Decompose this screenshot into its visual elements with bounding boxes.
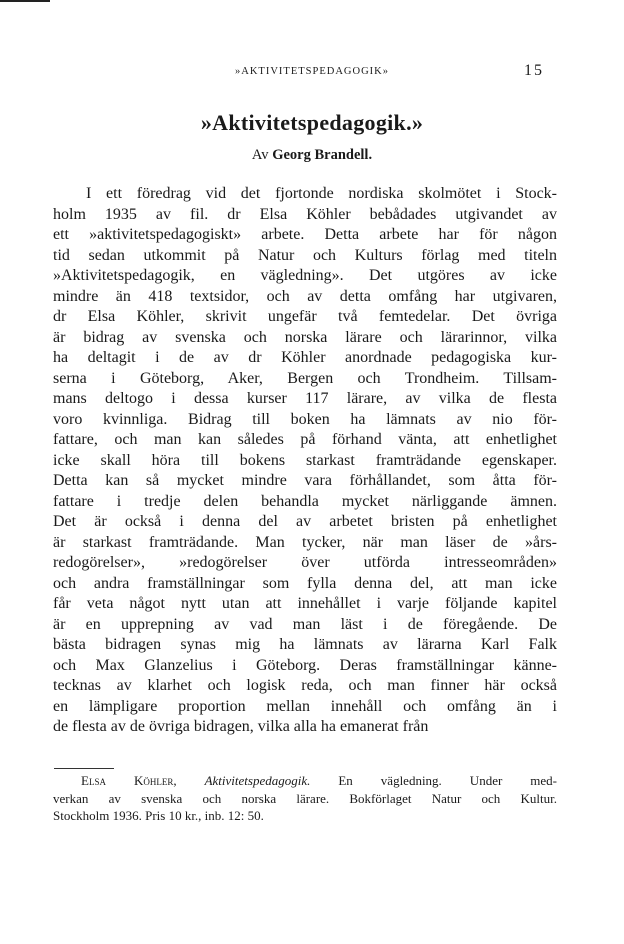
body-line: dr Elsa Köhler, skrivit ungefär två femtedelar. Det övriga [53,308,557,325]
footnote [53,772,557,825]
footnote-line: Stockholm 1936. Pris 10 kr., inb. 12: 50. [53,808,264,823]
body-line: fattare, och man kan således på förhand vänta, att enhetlighet [53,431,557,448]
footnote-line [53,772,557,790]
body-line: är bidrag av svenska och norska lärare och lärarinnor, vilka [53,328,557,346]
body-line: fattare i tredje delen behandla mycket närliggande ämnen. [53,492,557,510]
article-byline [0,147,624,164]
body-line: och Max Glanzelius i Göteborg. Deras framställningar känne- [53,656,557,674]
body-line: mans deltogo i dessa kurser 117 lärare, av vilka de flesta [53,390,557,407]
body-line: ett »aktivitetspedagogiskt» arbete. Detta arbete har för någon [53,226,557,243]
body-line: tid sedan utkommit på Natur och Kulturs förlag med titeln [53,246,557,264]
page-number: 15 [524,62,544,79]
author-prefix: Av [251,147,269,163]
body-line: »Aktivitetspedagogik, en vägledning». Det utgöres av icke [53,267,557,284]
footnote-author: Elsa Köhler, [81,773,177,788]
body-text [53,184,557,738]
body-line: Det är också i denna del av arbetet bristen på enhetlighet [53,513,557,530]
body-line: är en upprepning av vad man läst i de föregående. De [53,615,557,633]
scan-edge-rule [0,0,50,2]
article-title: »Aktivitetspedagogik.» [200,110,424,135]
running-head: »AKTIVITETSPEDAGOGIK» [235,66,389,77]
body-line: tecknas av klarhet och logisk reda, och man finner här också [53,677,557,694]
body-line: Detta kan så mycket mindre vara förhållandet, som åtta för- [53,472,557,489]
body-line: holm 1935 av fil. dr Elsa Köhler bebådades utgivandet av [53,205,557,223]
body-line: I ett föredrag vid det fjortonde nordiska skolmötet i Stock- [86,185,557,202]
footnote-rule [54,768,114,769]
body-line: voro kvinnliga. Bidrag till boken ha lämnats av nio för- [53,410,557,428]
body-line: mindre än 418 textsidor, och av detta omfång har utgivaren, [53,287,557,305]
body-line: redogörelser», »redogörelser över utförda intresseområden» [53,554,557,571]
footnote-line1-rest: En vägledning. Under med- [338,773,557,788]
body-line: serna i Göteborg, Aker, Bergen och Trondheim. Tillsam- [53,369,557,387]
body-line: de flesta av de övriga bidragen, vilka alla ha emanerat från [53,718,429,735]
body-line: bästa bidragen synas mig ha lämnats av lärarna Karl Falk [53,636,557,653]
author-name: Georg Brandell. [272,147,373,163]
body-line: icke skall höra till bokens starkast framträdande egenskaper. [53,451,557,469]
body-line: en lämpligare proportion mellan innehåll och omfång än i [53,697,557,715]
body-line: får veta något nytt utan att innehållet i varje följande kapitel [53,595,557,612]
body-line: är starkast framträdande. Man tycker, när man läser de »års- [53,533,557,551]
body-line: och andra framställningar som fylla denna del, att man icke [53,574,557,592]
footnote-book-title: Aktivitetspedagogik. [204,773,311,788]
footnote-line: verkan av svenska och norska lärare. Bokförlaget Natur och Kultur. [53,790,557,806]
body-line: ha deltagit i de av dr Köhler anordnade pedagogiska kur- [53,349,557,366]
